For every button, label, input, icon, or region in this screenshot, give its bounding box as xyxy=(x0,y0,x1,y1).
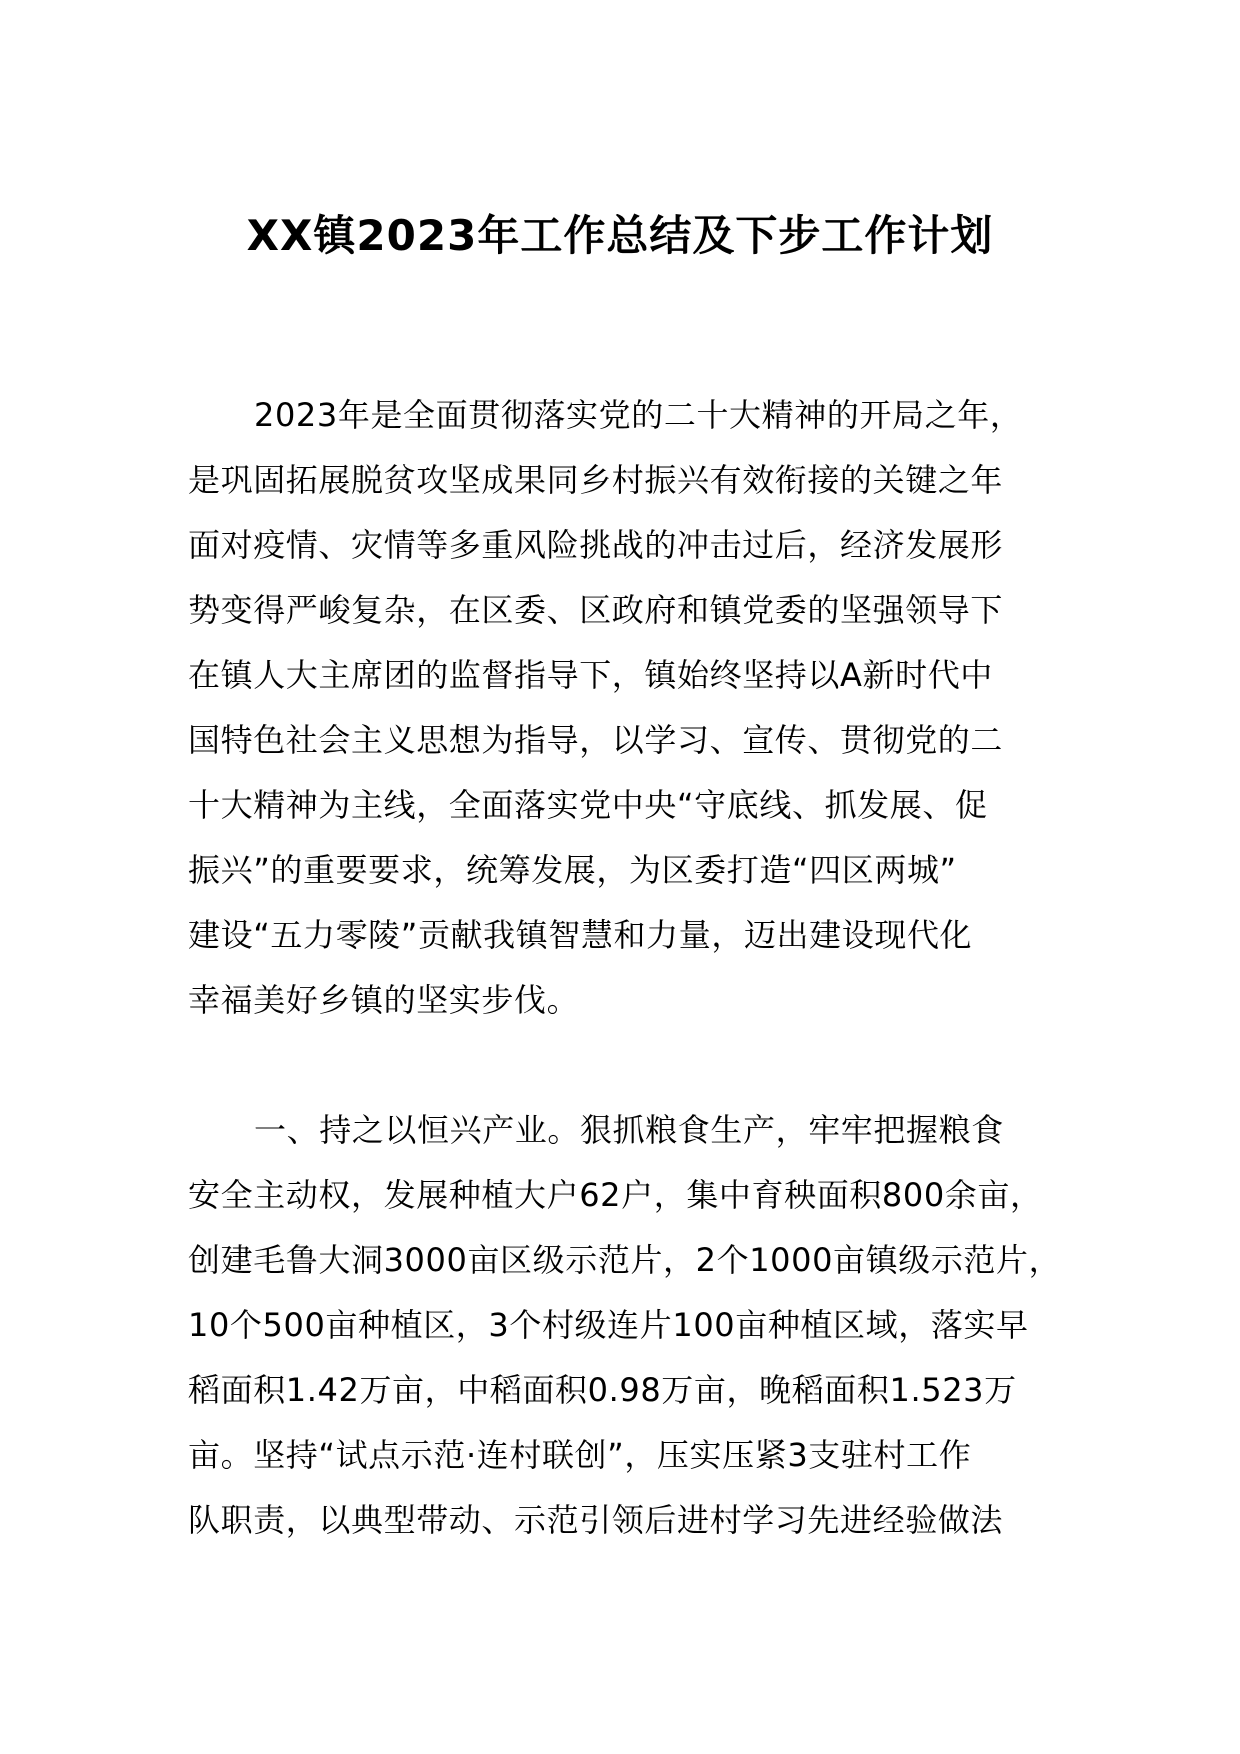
document-title: XX镇2023年工作总结及下步工作计划 xyxy=(246,211,994,260)
text-line: 建设“五力零陵”贡献我镇智慧和力量，迈出建设现代化 xyxy=(188,916,973,954)
text-line: 在镇人大主席团的监督指导下，镇始终坚持以A新时代中 xyxy=(188,656,993,694)
text-line: 创建毛鲁大洞3000亩区级示范片，2个1000亩镇级示范片， xyxy=(188,1241,1062,1279)
text-line: 亩。坚持“试点示范·连村联创”，压实压紧3支驻村工作 xyxy=(188,1436,972,1474)
text-line: 2023年是全面贯彻落实党的二十大精神的开局之年， xyxy=(254,396,1023,434)
paragraph-section-1 xyxy=(188,1098,1088,1553)
text-line: 面对疫情、灾情等多重风险挑战的冲击过后，经济发展形 xyxy=(188,526,1004,564)
text-line: 10个500亩种植区，3个村级连片100亩种植区域，落实早 xyxy=(188,1306,1029,1344)
text-line: 是巩固拓展脱贫攻坚成果同乡村振兴有效衔接的关键之年 xyxy=(188,461,1004,499)
paragraph-intro xyxy=(188,383,1088,1033)
text-line: 队职责，以典型带动、示范引领后进村学习先进经验做法 xyxy=(188,1501,1004,1539)
text-line: 国特色社会主义思想为指导，以学习、宣传、贯彻党的二 xyxy=(188,721,1004,759)
text-line: 幸福美好乡镇的坚实步伐。 xyxy=(188,981,580,1019)
text-line: 振兴”的重要要求，统筹发展，为区委打造“四区两城” xyxy=(188,851,957,889)
text-line: 一、持之以恒兴产业。狠抓粮食生产，牢牢把握粮食 xyxy=(254,1111,1004,1149)
text-line: 十大精神为主线，全面落实党中央“守底线、抓发展、促 xyxy=(188,786,988,824)
text-line: 安全主动权，发展种植大户62户，集中育秧面积800余亩， xyxy=(188,1176,1043,1214)
text-line: 稻面积1.42万亩，中稻面积0.98万亩，晚稻面积1.523万 xyxy=(188,1371,1017,1409)
text-line: 势变得严峻复杂，在区委、区政府和镇党委的坚强领导下 xyxy=(188,591,1004,629)
